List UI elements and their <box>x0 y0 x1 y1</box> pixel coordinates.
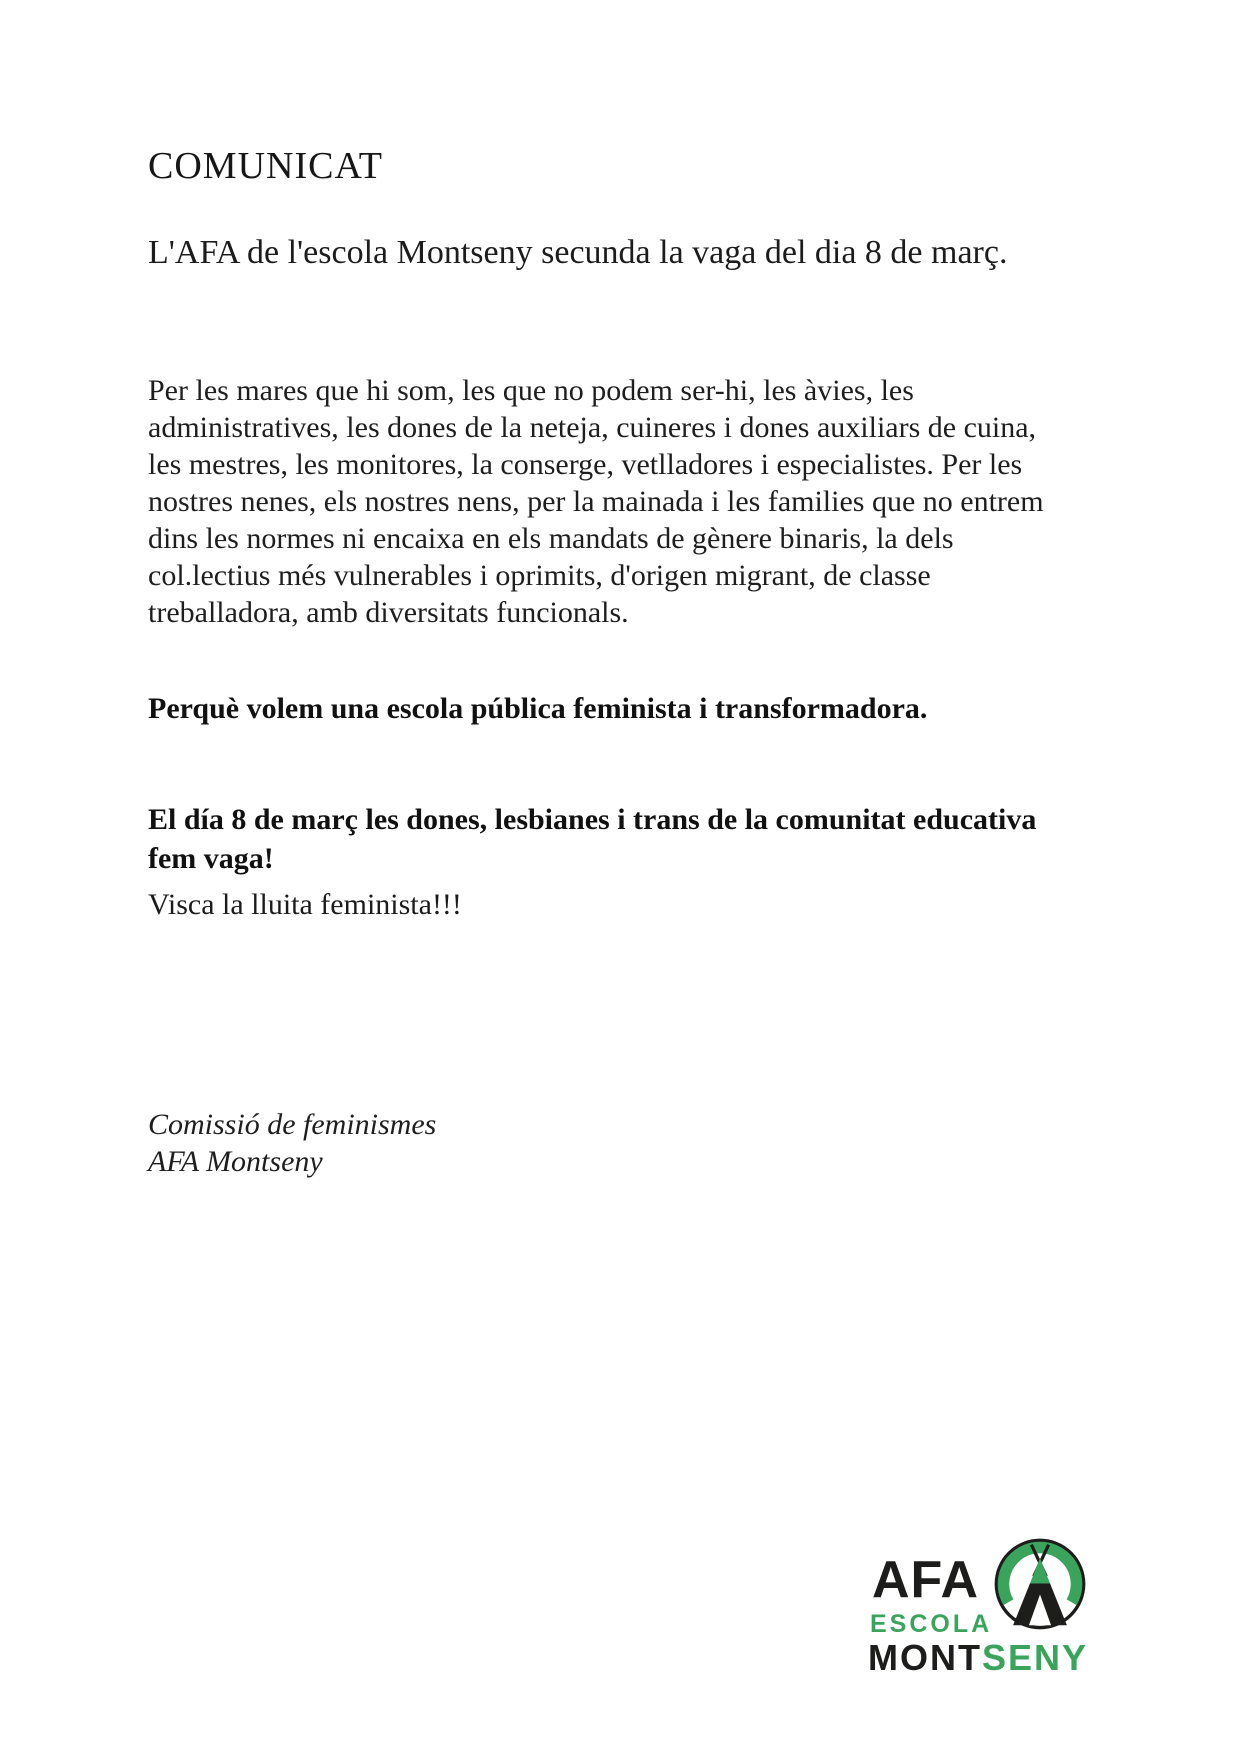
subtitle: L'AFA de l'escola Montseny secunda la vaga del dia 8 de març. <box>148 234 1008 271</box>
body-line: nostres nenes, els nostres nens, per la mainada i les families que no entrem <box>148 485 1044 518</box>
logo-montseny-black: MONT <box>868 1637 982 1678</box>
body-line: col.lectius més vulnerables i oprimits, d'origen migrant, de classe <box>148 559 931 592</box>
signature-line: AFA Montseny <box>148 1145 323 1178</box>
logo-acronym: AFA <box>872 1551 979 1609</box>
callout-line: fem vaga! <box>148 842 274 875</box>
logo-montseny-green: SENY <box>981 1637 1089 1678</box>
bold-statement: Perquè volem una escola pública feminista i transformadora. <box>148 692 928 725</box>
body-paragraph <box>148 372 1108 631</box>
bold-callout <box>148 800 1108 878</box>
body-line: dins les normes ni encaixa en els mandats de gènere binaris, la dels <box>148 522 954 555</box>
afa-montseny-logo <box>866 1536 1090 1678</box>
signature-block <box>148 1106 436 1180</box>
tipi-circle-icon <box>992 1536 1088 1632</box>
logo-escola-label: ESCOLA <box>870 1610 993 1638</box>
logo-montseny-wordmark <box>868 1637 1089 1678</box>
cheer-line: Visca la lluita feminista!!! <box>148 888 462 921</box>
signature-line: Comissió de feminismes <box>148 1108 437 1141</box>
body-line: Per les mares que hi som, les que no podem ser-hi, les àvies, les <box>148 374 914 407</box>
body-line: administratives, les dones de la neteja, cuineres i dones auxiliars de cuina, <box>148 411 1037 444</box>
body-line: treballadora, amb diversitats funcionals. <box>148 596 629 629</box>
body-line: les mestres, les monitores, la conserge, vetlladores i especialistes. Per les <box>148 448 1023 481</box>
page-title: COMUNICAT <box>148 145 383 187</box>
callout-line: El día 8 de març les dones, lesbianes i trans de la comunitat educativa <box>148 803 1037 836</box>
